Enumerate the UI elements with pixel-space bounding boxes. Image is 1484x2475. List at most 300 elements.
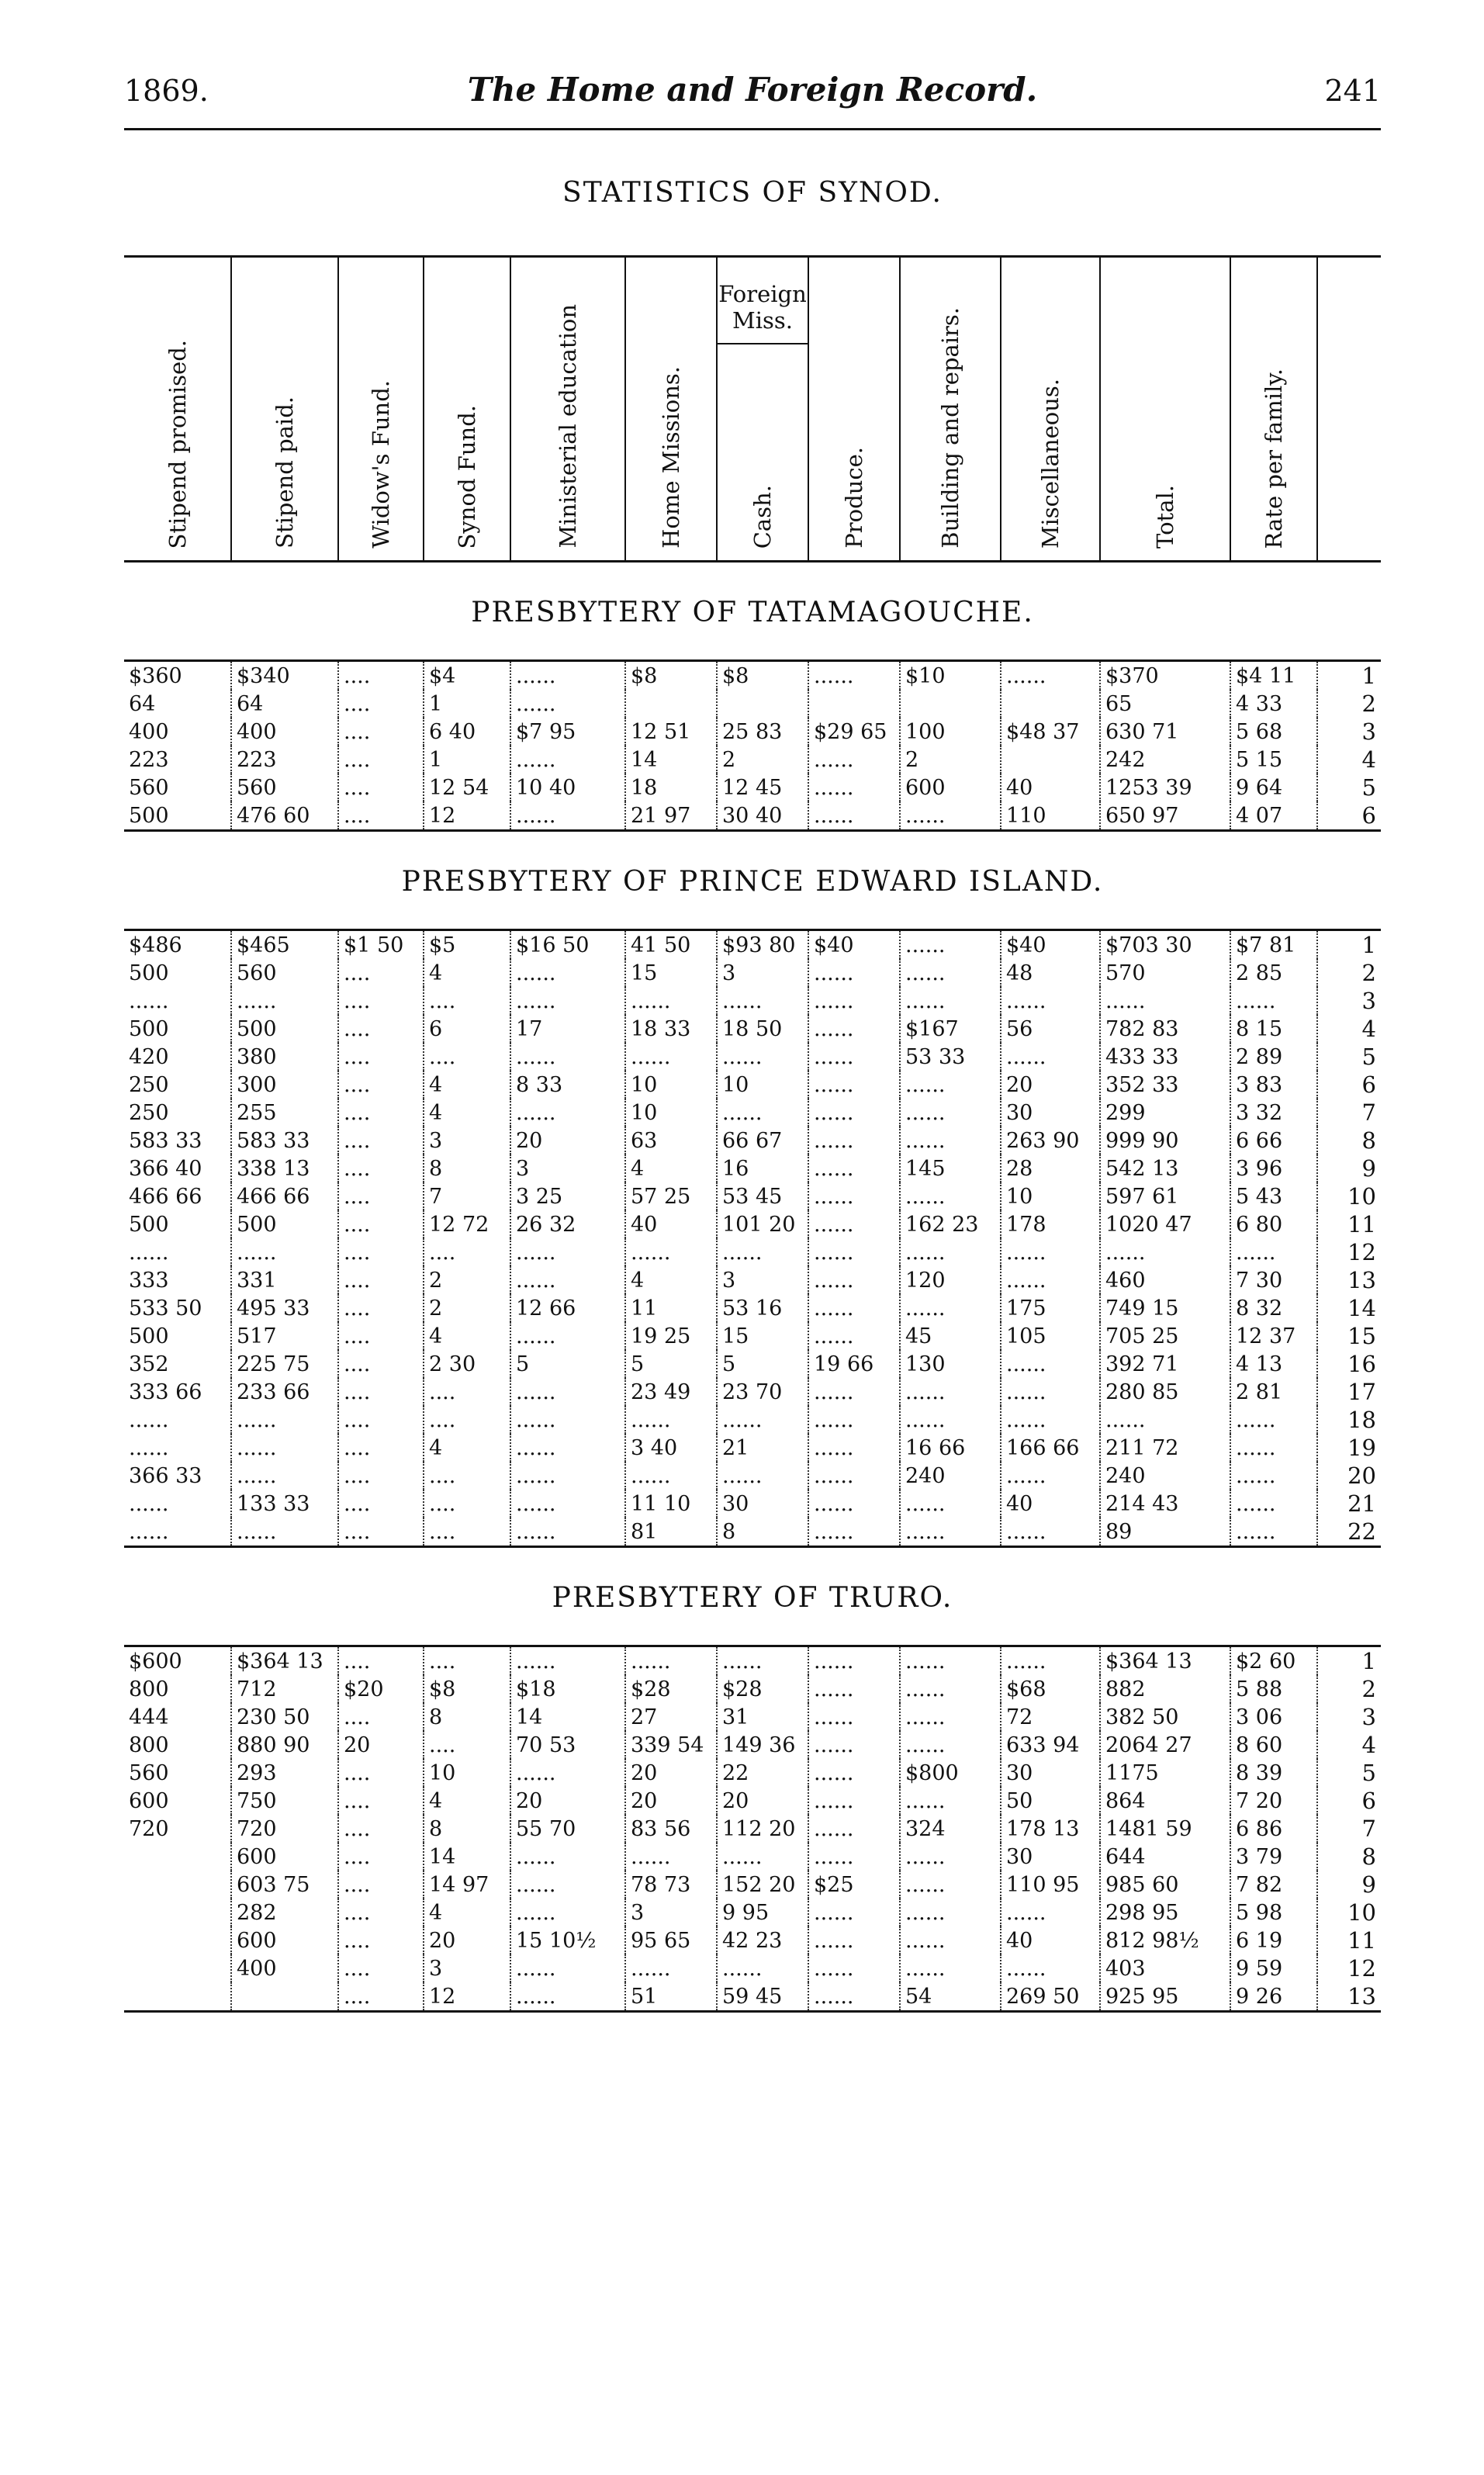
row-number: 3 <box>1361 718 1376 745</box>
table-cell: ...... <box>510 1899 625 1926</box>
table-cell: ...... <box>510 801 625 831</box>
table-cell: ...... <box>900 1127 1001 1154</box>
table-cell: 15 <box>625 959 717 987</box>
table-cell: 2 <box>900 746 1001 774</box>
table-cell: ...... <box>1230 1490 1317 1518</box>
table-cell: .... <box>338 1266 424 1294</box>
table-cell: .... <box>338 1518 424 1547</box>
table-cell: 11 <box>625 1294 717 1322</box>
table-cell: ...... <box>900 1787 1001 1815</box>
table-cell: 333 66 <box>124 1378 231 1406</box>
table-cell: 42 23 <box>717 1926 808 1954</box>
section-title: PRESBYTERY OF PRINCE EDWARD ISLAND. <box>401 866 1104 898</box>
table-row <box>124 1127 1381 1154</box>
table-cell: 500 <box>231 1015 338 1043</box>
table-cell: .... <box>338 1843 424 1871</box>
table-row <box>124 1675 1381 1703</box>
table-row <box>124 1043 1381 1071</box>
table-row <box>124 718 1381 746</box>
column-header-label: Home Missions. <box>658 366 684 549</box>
table-cell: ...... <box>510 987 625 1015</box>
row-number: 2 <box>1361 691 1376 717</box>
table-cell: 4 <box>424 1787 510 1815</box>
column-header-label: Rate per family. <box>1261 368 1287 549</box>
table-cell: 603 75 <box>231 1871 338 1899</box>
table-row <box>124 1322 1381 1350</box>
table-cell: ...... <box>625 1406 717 1434</box>
table-cell: $1 50 <box>338 930 424 960</box>
table-cell: ...... <box>808 1954 900 1982</box>
column-header-9 <box>900 257 1001 562</box>
table-cell: 20 <box>625 1787 717 1815</box>
table-row <box>124 1490 1381 1518</box>
column-header-label: Stipend paid. <box>272 396 298 549</box>
table-cell: 400 <box>231 718 338 746</box>
row-number: 11 <box>1347 1927 1376 1954</box>
table-cell: 19 25 <box>625 1322 717 1350</box>
table-cell: 500 <box>124 959 231 987</box>
table-cell: ...... <box>124 987 231 1015</box>
table-cell: ...... <box>808 1099 900 1127</box>
table-cell: 16 66 <box>900 1434 1001 1462</box>
table-cell: 800 <box>124 1731 231 1759</box>
table-cell: $364 13 <box>231 1646 338 1676</box>
table-cell: ...... <box>625 1646 717 1676</box>
table-cell: 178 13 <box>1001 1815 1100 1843</box>
table-row <box>124 1462 1381 1490</box>
table-row <box>124 1954 1381 1982</box>
row-number: 11 <box>1347 1211 1376 1238</box>
table-cell: 242 <box>1100 746 1230 774</box>
table-cell: 800 <box>124 1675 231 1703</box>
table-cell: 15 <box>717 1322 808 1350</box>
table-cell: .... <box>338 1899 424 1926</box>
table-row <box>124 930 1381 960</box>
table-cell: 6 86 <box>1230 1815 1317 1843</box>
table-cell: ...... <box>808 1462 900 1490</box>
table-cell: 25 83 <box>717 718 808 746</box>
table-cell: ...... <box>510 746 625 774</box>
table-cell: 882 <box>1100 1675 1230 1703</box>
table-cell: 720 <box>231 1815 338 1843</box>
table-cell: 500 <box>124 1322 231 1350</box>
table-cell: ...... <box>510 1266 625 1294</box>
table-cell: 3 <box>717 959 808 987</box>
table-cell: 3 <box>424 1127 510 1154</box>
table-cell: 3 40 <box>625 1434 717 1462</box>
row-number: 1 <box>1361 663 1376 689</box>
table-row <box>124 1210 1381 1238</box>
table-cell: 9 59 <box>1230 1954 1317 1982</box>
table-cell: 120 <box>900 1266 1001 1294</box>
table-row <box>124 690 1381 718</box>
table-cell: ...... <box>1100 1238 1230 1266</box>
table-cell: $28 <box>625 1675 717 1703</box>
table-cell: 880 90 <box>231 1731 338 1759</box>
table-cell: ...... <box>808 801 900 831</box>
table-cell: ...... <box>231 1462 338 1490</box>
column-header-12 <box>1230 257 1317 562</box>
table-cell: ...... <box>1230 1238 1317 1266</box>
table-cell: 59 45 <box>717 1982 808 2012</box>
table-cell: ...... <box>900 1731 1001 1759</box>
row-number: 14 <box>1347 1295 1376 1321</box>
row-number: 22 <box>1347 1518 1376 1545</box>
table-cell: .... <box>338 1294 424 1322</box>
table-cell: ...... <box>1001 1899 1100 1926</box>
table-cell: 6 40 <box>424 718 510 746</box>
table-cell: ...... <box>900 801 1001 831</box>
table-cell: 149 36 <box>717 1731 808 1759</box>
table-cell: ...... <box>1001 1646 1100 1676</box>
table-cell: 100 <box>900 718 1001 746</box>
table-cell: 293 <box>231 1759 338 1787</box>
table-row <box>124 746 1381 774</box>
table-cell: 8 15 <box>1230 1015 1317 1043</box>
table-cell: ...... <box>900 959 1001 987</box>
table-cell: 999 90 <box>1100 1127 1230 1154</box>
table-cell: 3 <box>717 1266 808 1294</box>
table-cell: 20 <box>625 1759 717 1787</box>
table-row <box>124 1182 1381 1210</box>
table-cell: ...... <box>1100 987 1230 1015</box>
table-cell: .... <box>424 1378 510 1406</box>
table-cell: .... <box>338 1154 424 1182</box>
table-cell: ...... <box>808 1675 900 1703</box>
column-header-2 <box>231 257 338 562</box>
page <box>124 66 1381 2013</box>
table-cell <box>1001 690 1100 718</box>
table-cell: 175 <box>1001 1294 1100 1322</box>
table-cell: .... <box>338 959 424 987</box>
column-header-10 <box>1001 257 1100 562</box>
table-cell: 130 <box>900 1350 1001 1378</box>
table-cell: ...... <box>1230 1434 1317 1462</box>
table-cell: 255 <box>231 1099 338 1127</box>
table-cell: 40 <box>1001 1490 1100 1518</box>
table-cell: .... <box>338 1462 424 1490</box>
column-header-7 <box>717 257 808 562</box>
table-cell: ...... <box>900 1843 1001 1871</box>
table-cell: 12 <box>424 1982 510 2012</box>
table-cell: ...... <box>900 1406 1001 1434</box>
row-number: 16 <box>1347 1351 1376 1377</box>
table-cell: 105 <box>1001 1322 1100 1350</box>
table-cell: ...... <box>808 1703 900 1731</box>
table-cell: .... <box>424 1406 510 1434</box>
table-cell: 298 95 <box>1100 1899 1230 1926</box>
table-cell: 630 71 <box>1100 718 1230 746</box>
table-cell: 400 <box>124 718 231 746</box>
table-cell: 749 15 <box>1100 1294 1230 1322</box>
table-cell: .... <box>338 1646 424 1676</box>
table-cell: 21 97 <box>625 801 717 831</box>
table-cell: .... <box>338 1071 424 1099</box>
table-cell: 63 <box>625 1127 717 1154</box>
table-cell: 2 89 <box>1230 1043 1317 1071</box>
table-cell: ...... <box>231 1518 338 1547</box>
table-row <box>124 774 1381 801</box>
table-cell: 597 61 <box>1100 1182 1230 1210</box>
table-cell: ...... <box>1001 1043 1100 1071</box>
table-cell: 30 <box>1001 1843 1100 1871</box>
table-cell: 40 <box>1001 1926 1100 1954</box>
table-cell: 64 <box>124 690 231 718</box>
row-number: 7 <box>1361 1099 1376 1126</box>
table-cell: 81 <box>625 1518 717 1547</box>
table-row <box>124 1238 1381 1266</box>
table-cell: .... <box>338 1815 424 1843</box>
table-cell: 230 50 <box>231 1703 338 1731</box>
table-cell: 9 26 <box>1230 1982 1317 2012</box>
table-cell: 223 <box>124 746 231 774</box>
table-cell: 560 <box>231 959 338 987</box>
row-number: 1 <box>1361 1648 1376 1674</box>
table-cell: 420 <box>124 1043 231 1071</box>
table-cell: .... <box>338 1015 424 1043</box>
row-number: 2 <box>1361 960 1376 986</box>
table-cell: 14 <box>510 1703 625 1731</box>
column-header-row-number <box>1317 257 1381 562</box>
column-header-label: Widow's Fund. <box>368 380 394 549</box>
row-number: 1 <box>1361 932 1376 958</box>
column-header-label: Synod Fund. <box>454 404 480 549</box>
table-cell: 3 83 <box>1230 1071 1317 1099</box>
table-cell: 8 <box>424 1815 510 1843</box>
table-cell: $7 81 <box>1230 930 1317 960</box>
table-cell: ...... <box>510 1434 625 1462</box>
table-cell: .... <box>424 1490 510 1518</box>
table-cell: ...... <box>900 1490 1001 1518</box>
table-cell: 50 <box>1001 1787 1100 1815</box>
table-cell: .... <box>338 1322 424 1350</box>
table-cell: ...... <box>808 1926 900 1954</box>
table-cell: ...... <box>231 987 338 1015</box>
table-cell: 5 68 <box>1230 718 1317 746</box>
table-cell: $93 80 <box>717 930 808 960</box>
table-row <box>124 1099 1381 1127</box>
table-cell: 6 80 <box>1230 1210 1317 1238</box>
table-cell: ...... <box>808 1434 900 1462</box>
table-cell: .... <box>338 1378 424 1406</box>
table-cell: 5 <box>625 1350 717 1378</box>
table-cell: 3 32 <box>1230 1099 1317 1127</box>
table-cell: ...... <box>510 1518 625 1547</box>
table-cell: 4 07 <box>1230 801 1317 831</box>
table-cell: ...... <box>900 930 1001 960</box>
table-cell: 403 <box>1100 1954 1230 1982</box>
row-number: 4 <box>1361 1732 1376 1758</box>
table-cell: ...... <box>717 1462 808 1490</box>
table-cell: 324 <box>900 1815 1001 1843</box>
table-row <box>124 1703 1381 1731</box>
table-cell: 4 <box>625 1266 717 1294</box>
table-cell: ...... <box>808 1266 900 1294</box>
table-cell: 20 <box>717 1787 808 1815</box>
table-cell: ...... <box>510 959 625 987</box>
table-cell: 41 50 <box>625 930 717 960</box>
table-cell: $703 30 <box>1100 930 1230 960</box>
table-cell: $5 <box>424 930 510 960</box>
table-cell <box>124 1954 231 1982</box>
row-number: 17 <box>1347 1379 1376 1405</box>
table-cell: .... <box>424 1518 510 1547</box>
table-cell: 55 70 <box>510 1815 625 1843</box>
table-cell: 18 <box>625 774 717 801</box>
table-cell: 48 <box>1001 959 1100 987</box>
table-cell: 3 25 <box>510 1182 625 1210</box>
table-cell: 65 <box>1100 690 1230 718</box>
table-cell: 500 <box>124 801 231 831</box>
table-cell: ...... <box>808 1322 900 1350</box>
row-number: 18 <box>1347 1407 1376 1433</box>
table-cell: 18 33 <box>625 1015 717 1043</box>
table-cell: ...... <box>900 1675 1001 1703</box>
table-cell: .... <box>338 774 424 801</box>
table-cell: ...... <box>231 1434 338 1462</box>
table-cell: ...... <box>808 746 900 774</box>
table-cell: 517 <box>231 1322 338 1350</box>
table-cell: ...... <box>808 1238 900 1266</box>
table-cell: .... <box>338 1871 424 1899</box>
table-cell: 5 88 <box>1230 1675 1317 1703</box>
table-cell: .... <box>338 746 424 774</box>
table-cell: $7 95 <box>510 718 625 746</box>
row-number: 9 <box>1361 1871 1376 1898</box>
table-cell: 533 50 <box>124 1294 231 1322</box>
table-cell: .... <box>338 1759 424 1787</box>
table-cell: $600 <box>124 1646 231 1676</box>
row-number: 5 <box>1361 1760 1376 1786</box>
table-cell: 28 <box>1001 1154 1100 1182</box>
table-cell: $800 <box>900 1759 1001 1787</box>
row-number: 5 <box>1361 774 1376 801</box>
table-cell: 53 45 <box>717 1182 808 1210</box>
table-cell: 4 <box>424 959 510 987</box>
table-cell: 27 <box>625 1703 717 1731</box>
table-cell: ...... <box>808 1406 900 1434</box>
table-cell: ...... <box>808 1071 900 1099</box>
table-cell: ...... <box>808 1982 900 2012</box>
table-cell: 20 <box>338 1731 424 1759</box>
table-cell: 14 <box>625 746 717 774</box>
table-cell: ...... <box>900 1926 1001 1954</box>
page-title: STATISTICS OF SYNOD. <box>562 177 943 209</box>
table-cell: 4 <box>424 1434 510 1462</box>
table-cell: 6 66 <box>1230 1127 1317 1154</box>
table-cell <box>124 1843 231 1871</box>
table-cell: 500 <box>124 1015 231 1043</box>
table-row <box>124 801 1381 831</box>
table-cell <box>231 1982 338 2012</box>
table-cell: 30 <box>1001 1099 1100 1127</box>
table-cell: ...... <box>124 1518 231 1547</box>
row-number: 6 <box>1361 802 1376 829</box>
table-cell: 2 85 <box>1230 959 1317 987</box>
table-cell: ...... <box>231 1238 338 1266</box>
table-cell: $486 <box>124 930 231 960</box>
table-cell: 40 <box>1001 774 1100 801</box>
column-header-label: Stipend promised. <box>164 339 191 549</box>
table-cell: ...... <box>808 1843 900 1871</box>
table-cell: 339 54 <box>625 1731 717 1759</box>
row-number: 4 <box>1361 1016 1376 1042</box>
table-cell: 12 37 <box>1230 1322 1317 1350</box>
column-header-6 <box>625 257 717 562</box>
row-number: 3 <box>1361 988 1376 1014</box>
table-cell: 382 50 <box>1100 1703 1230 1731</box>
table-cell: 250 <box>124 1071 231 1099</box>
table-cell: ...... <box>717 1646 808 1676</box>
table-cell: ...... <box>900 1238 1001 1266</box>
row-number: 21 <box>1347 1490 1376 1517</box>
table-cell: 18 50 <box>717 1015 808 1043</box>
table-cell: .... <box>338 1210 424 1238</box>
table-cell: ...... <box>900 1871 1001 1899</box>
section-title: PRESBYTERY OF TATAMAGOUCHE. <box>471 597 1034 628</box>
table-cell: 8 33 <box>510 1071 625 1099</box>
table-cell: 110 95 <box>1001 1871 1100 1899</box>
table-cell: $360 <box>124 661 231 691</box>
table-cell: 8 39 <box>1230 1759 1317 1787</box>
table-cell: 644 <box>1100 1843 1230 1871</box>
table-row <box>124 1518 1381 1547</box>
table-cell: 166 66 <box>1001 1434 1100 1462</box>
table-cell: 3 <box>424 1954 510 1982</box>
table-cell: 4 13 <box>1230 1350 1317 1378</box>
table-cell: 560 <box>231 774 338 801</box>
table-cell: $364 13 <box>1100 1646 1230 1676</box>
table-cell: 31 <box>717 1703 808 1731</box>
table-cell: ...... <box>124 1490 231 1518</box>
row-number: 12 <box>1347 1955 1376 1982</box>
row-number: 8 <box>1361 1843 1376 1870</box>
row-number: 8 <box>1361 1127 1376 1154</box>
table-cell: .... <box>338 1350 424 1378</box>
table-cell: ...... <box>1001 1378 1100 1406</box>
table-cell: ...... <box>1230 1518 1317 1547</box>
table-cell: ...... <box>1001 1462 1100 1490</box>
table-cell: 4 <box>424 1899 510 1926</box>
table-cell: $370 <box>1100 661 1230 691</box>
table-cell: .... <box>338 1238 424 1266</box>
table-cell: ...... <box>808 1490 900 1518</box>
table-cell: 2 30 <box>424 1350 510 1378</box>
table-cell: 466 66 <box>124 1182 231 1210</box>
section-table <box>124 929 1381 1548</box>
table-cell: .... <box>424 1462 510 1490</box>
row-number: 13 <box>1347 1267 1376 1293</box>
table-cell: ...... <box>1230 987 1317 1015</box>
table-cell: 1175 <box>1100 1759 1230 1787</box>
table-cell: 3 79 <box>1230 1843 1317 1871</box>
table-cell: 83 56 <box>625 1815 717 1843</box>
table-cell <box>808 690 900 718</box>
table-cell: 7 20 <box>1230 1787 1317 1815</box>
table-cell: 178 <box>1001 1210 1100 1238</box>
table-cell: .... <box>338 1954 424 1982</box>
table-cell: ...... <box>510 661 625 691</box>
table-cell: 5 43 <box>1230 1182 1317 1210</box>
column-header-11 <box>1100 257 1230 562</box>
table-cell: ...... <box>808 1294 900 1322</box>
row-number: 10 <box>1347 1899 1376 1926</box>
table-cell: .... <box>424 1238 510 1266</box>
table-cell: $10 <box>900 661 1001 691</box>
table-cell: ...... <box>510 1043 625 1071</box>
table-cell: ...... <box>717 1099 808 1127</box>
table-cell: 11 10 <box>625 1490 717 1518</box>
